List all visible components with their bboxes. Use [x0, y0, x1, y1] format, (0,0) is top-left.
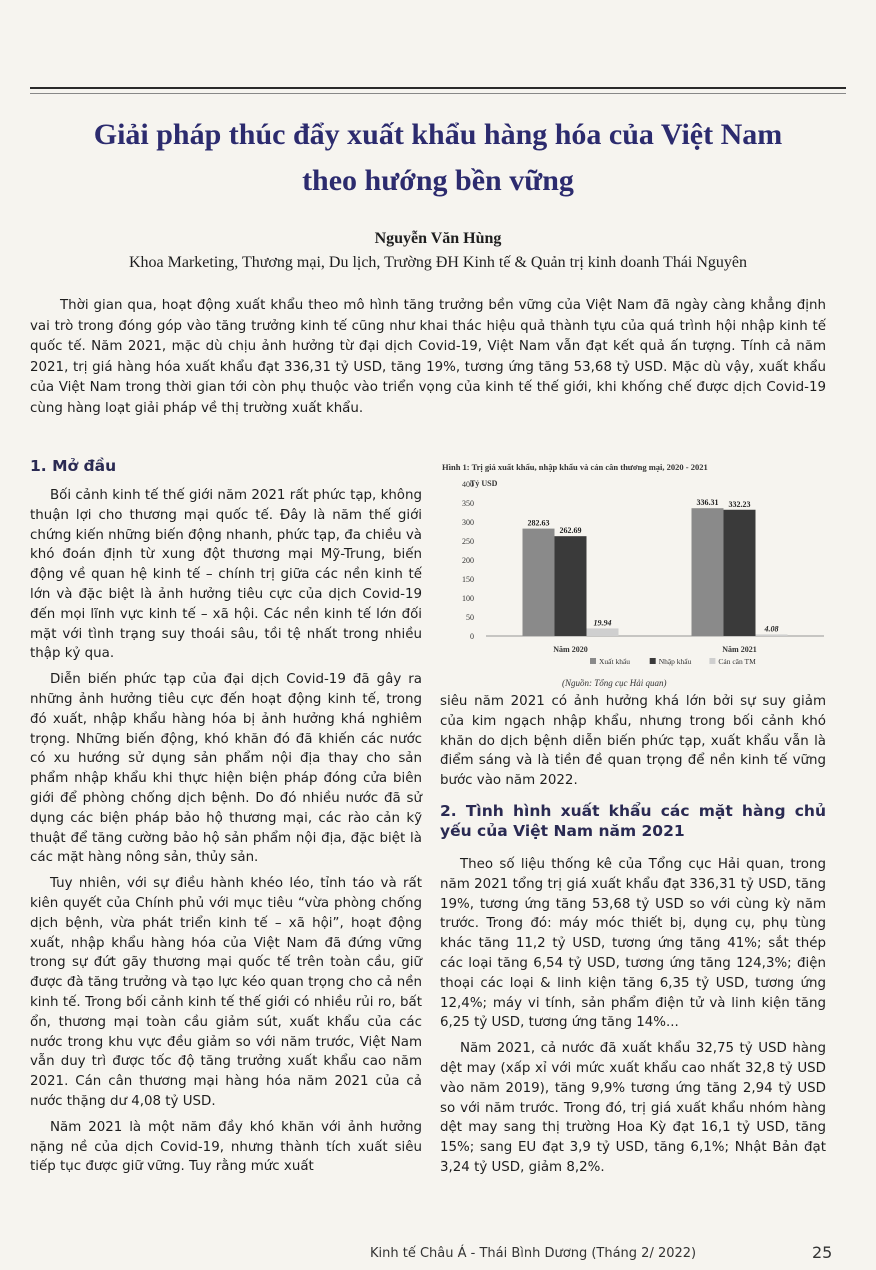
y-tick-label: 150: [462, 575, 474, 584]
header-rule: [30, 87, 846, 89]
section-1-paragraph: Tuy nhiên, với sự điều hành khéo léo, tỉnh táo và rất kiên quyết của Chính phủ với mục tiêu “vừa phòng chống dịch bệnh, vừa phát triển kinh tế – xã hội”, hoạt động xuất, nhập khẩu hàng hóa của Việt Nam đã đứng vững trong sự đứt gãy thương mại quốc tế trên toàn cầu, giữ được đà tăng trưởng và tạo lực kéo quan trọng cho cả nền kinh tế. Trong bối cảnh kinh tế thế giới có nhiều rủi ro, bất ổn, thương mại toàn cầu giảm sút, xuất khẩu của các nước trong khu vực đều giảm so với năm trước, Việt Nam vẫn duy trì được tốc độ tăng trưởng xuất khẩu cao năm 2021. Cán cân thương mại hàng hóa năm 2021 của cả nước thặng dư 4,08 tỷ USD.: [30, 876, 422, 1109]
data-label: 282.63: [527, 518, 550, 528]
bar: [756, 634, 788, 636]
chart-source: (Nguồn: Tổng cục Hải quan): [562, 678, 667, 688]
continuation-paragraph: siêu năm 2021 có ảnh hưởng khá lớn bởi sự suy giảm của kim ngạch nhập khẩu, nhưng trong bối cảnh khó khăn do dịch bệnh diễn biến phức tạp, xuất khẩu vẫn là điểm sáng và là tiền đề quan trọng để nền kinh tế vững bước vào năm 2022.: [440, 694, 826, 789]
left-column: [30, 456, 422, 1177]
data-label: 332.23: [728, 499, 751, 509]
y-tick-label: 200: [462, 556, 474, 565]
y-tick-label: 50: [466, 613, 474, 622]
journal-footer: Kinh tế Châu Á - Thái Bình Dương (Tháng 2/ 2022): [370, 1246, 697, 1261]
bar: [692, 508, 724, 636]
y-tick-label: 400: [462, 480, 474, 489]
legend-entry: Nhập khẩu: [658, 657, 692, 666]
legend-swatch: [650, 658, 656, 664]
y-tick-label: 0: [470, 632, 474, 641]
bar: [724, 510, 756, 636]
legend-swatch: [709, 658, 715, 664]
x-tick-label: Năm 2021: [722, 645, 757, 654]
y-tick-label: 100: [462, 594, 474, 603]
y-tick-label: 300: [462, 518, 474, 527]
author-name: Nguyễn Văn Hùng: [374, 230, 502, 247]
x-tick-label: Năm 2020: [553, 645, 588, 654]
bar: [587, 628, 619, 636]
page-number: 25: [812, 1243, 833, 1262]
section-1-heading: 1. Mở đầu: [30, 457, 117, 475]
data-label: 19.94: [593, 618, 612, 628]
section-1-paragraph: Năm 2021 là một năm đầy khó khăn với ảnh hưởng nặng nề của dịch Covid-19, nhưng thành tích xuất siêu tiếp tục được giữ vững. Tuy rằng mức xuất: [30, 1119, 422, 1175]
legend-swatch: [590, 658, 596, 664]
data-label: 336.31: [696, 498, 719, 508]
section-1-paragraph: Diễn biến phức tạp của đại dịch Covid-19 đã gây ra những ảnh hưởng tiêu cực đến hoạt động kinh tế, trong đó xuất, nhập khẩu hàng hóa bị ảnh hưởng khá nghiêm trọng. Những biến động, khó khăn đó đã khiến các nước có xu hướng sử dụng sản phẩm nội địa thay cho sản phẩm nhập khẩu khi thực hiện biện pháp đóng cửa biên giới để phòng chống dịch bệnh. Do đó nhiều nước đã sử dụng các biện pháp bảo hộ thương mại, các rào cản kỹ thuật để tăng cường bảo hộ sản phẩm nội địa, đặc biệt là các mặt hàng nông sản, thủy sản.: [30, 672, 422, 866]
title-line-1: Giải pháp thúc đẩy xuất khẩu hàng hóa của Việt Nam: [93, 118, 783, 151]
title-line-2: theo hướng bền vững: [302, 164, 574, 197]
section-2-paragraph: Năm 2021, cả nước đã xuất khẩu 32,75 tỷ USD hàng dệt may (xấp xỉ với mức xuất khẩu cao nhất 32,8 tỷ USD vào năm 2019), tăng 9,9% tương ứng tăng 2,94 tỷ USD so với năm trước. Trong đó, trị giá xuất khẩu nhóm hàng dệt may sang thị trường Hoa Kỳ đạt 16,1 tỷ USD, tăng 15%; sang EU đạt 3,9 tỷ USD, tăng 6,1%; Nhật Bản đạt 3,24 tỷ USD, giảm 8,2%.: [440, 1041, 826, 1175]
bar: [555, 536, 587, 636]
legend-entry: Cán cân TM: [718, 657, 756, 666]
data-label: 262.69: [559, 526, 582, 536]
abstract: Thời gian qua, hoạt động xuất khẩu theo mô hình tăng trưởng bền vững của Việt Nam đã ngày càng khẳng định vai trò trong đóng góp vào tăng trưởng kinh tế cũng như khai thác hiệu quả thành tựu của quá trình hội nhập kinh tế quốc tế. Năm 2021, mặc dù chịu ảnh hưởng từ đại dịch Covid-19, Việt Nam vẫn đạt kết quả ấn tượng. Tính cả năm 2021, trị giá hàng hóa xuất khẩu đạt 336,31 tỷ USD, tăng 19%, tương ứng tăng 53,68 tỷ USD. Mặc dù vậy, xuất khẩu của Việt Nam trong thời gian tới còn phụ thuộc vào triển vọng của kinh tế thế giới, khi khống chế được dịch Covid-19 cùng hàng loạt giải pháp về thị trường xuất khẩu.: [30, 298, 826, 416]
y-axis-label: Tỷ USD: [470, 479, 498, 488]
article-title: [20, 112, 856, 204]
section-2-heading: 2. Tình hình xuất khẩu các mặt hàng chủ yếu của Việt Nam năm 2021: [440, 801, 826, 840]
bar: [523, 529, 555, 636]
chart-title: Hình 1: Trị giá xuất khẩu, nhập khẩu và cán cân thương mại, 2020 - 2021: [442, 462, 708, 472]
legend-entry: Xuất khẩu: [599, 657, 631, 666]
right-column: [440, 692, 826, 1178]
figure-1: [440, 462, 830, 694]
header-rule-thin: [30, 93, 846, 94]
bar-chart: [440, 474, 830, 676]
section-2-paragraph: Theo số liệu thống kê của Tổng cục Hải quan, trong năm 2021 tổng trị giá xuất khẩu đạt 336,31 tỷ USD, tăng 19%, tương ứng tăng 53,68 tỷ USD so với cùng kỳ năm trước. Trong đó: máy móc thiết bị, dụng cụ, phụ tùng khác tăng 11,2 tỷ USD, tương ứng tăng 41%; sắt thép các loại tăng 6,54 tỷ USD, tương ứng tăng 124,3%; điện thoại các loại & linh kiện tăng 6,35 tỷ USD, tương ứng 12,4%; máy vi tính, sản phẩm điện tử và linh kiện tăng 6,25 tỷ USD, tương ứng tăng 14%...: [440, 856, 826, 1031]
section-1-paragraph: Bối cảnh kinh tế thế giới năm 2021 rất phức tạp, không thuận lợi cho thương mại quốc tế. Đây là năm thế giới chứng kiến những biến động nhanh, phức tạp, đa chiều và khó đoán định từ xung đột thương mại Mỹ-Trung, biến động về quan hệ kinh tế – chính trị giữa các nền kinh tế lớn và đặc biệt là ảnh hưởng tiêu cực của dịch Covid-19 đến mọi lĩnh vực kinh tế – xã hội. Các nền kinh tế lớn đối mặt với tình trạng suy thoái sâu, tồi tệ nhất trong nhiều thập kỷ qua.: [30, 488, 422, 662]
y-tick-label: 350: [462, 499, 474, 508]
y-tick-label: 250: [462, 537, 474, 546]
data-label: 4.08: [764, 624, 779, 634]
author-affiliation: Khoa Marketing, Thương mại, Du lịch, Trường ĐH Kinh tế & Quản trị kinh doanh Thái Nguyên: [128, 254, 748, 271]
